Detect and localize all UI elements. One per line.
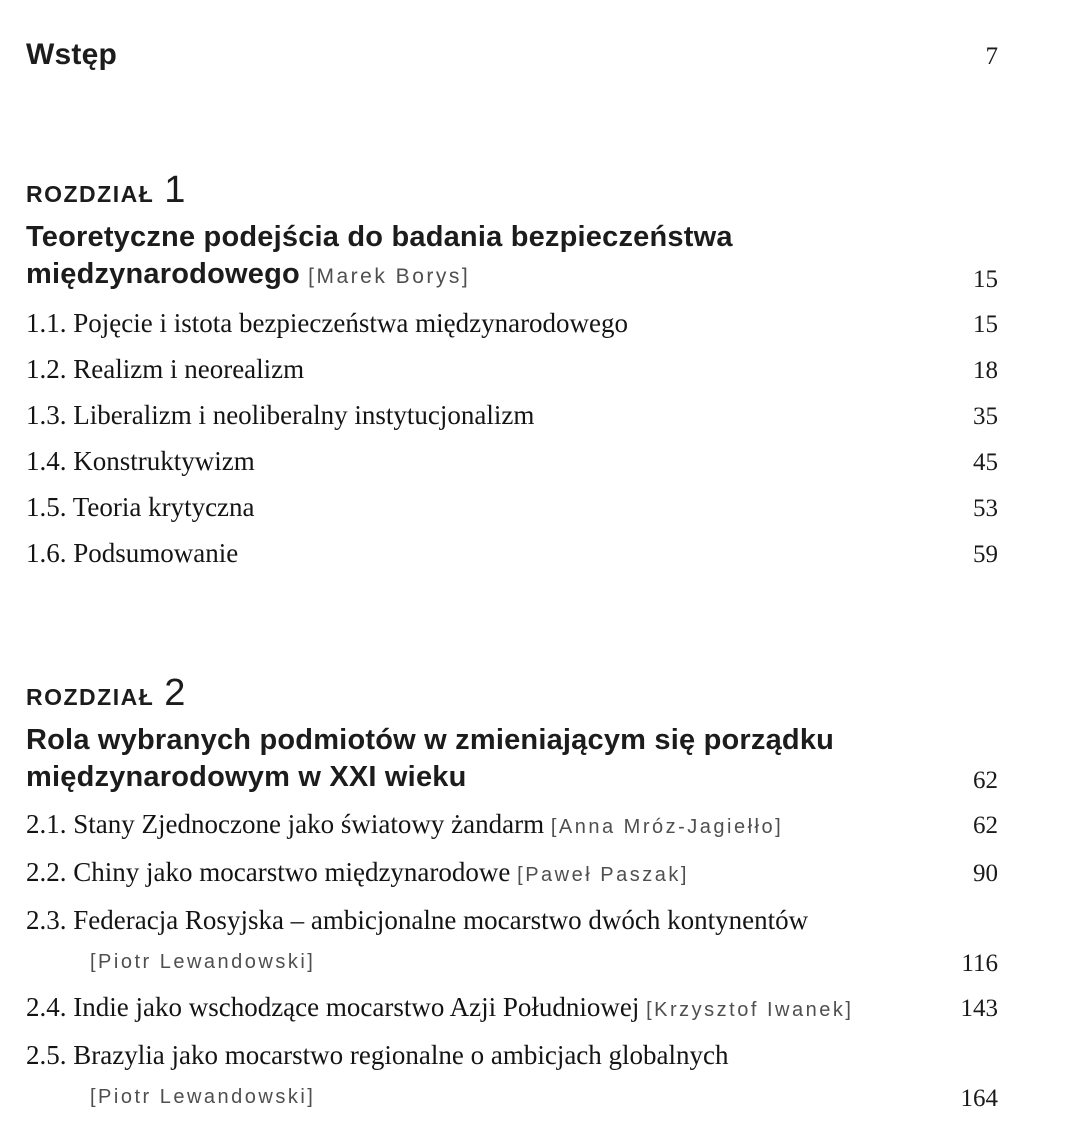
toc-entry: [26, 353, 998, 386]
toc-entry: [26, 856, 998, 892]
entry-title: 1.6. Podsumowanie: [26, 538, 239, 568]
entry-title: 2.5. Brazylia jako mocarstwo regionalne o ambicjach globalnych [Piotr Lewandowski]: [26, 1039, 729, 1114]
chapter-number: 2: [164, 672, 186, 714]
entry-author: [Piotr Lewandowski]: [90, 1086, 316, 1108]
chapter1-title-line1: Teoretyczne podejścia do badania bezpieczeństwa: [26, 221, 733, 253]
chapter1-title-row: [26, 219, 998, 295]
toc-entry: [26, 1039, 998, 1114]
chapter2-title-row: [26, 722, 998, 796]
intro-label: Wstęp: [26, 38, 117, 71]
chapter2-kicker: [26, 674, 998, 712]
chapter1-author: [Marek Borys]: [308, 265, 471, 288]
page-number: 116: [961, 950, 998, 977]
chapter-number: 1: [164, 169, 186, 211]
page-number: 7: [985, 43, 998, 70]
entry-author: [Piotr Lewandowski]: [90, 951, 316, 973]
page-number: 62: [973, 767, 998, 794]
page-number: 45: [973, 449, 998, 476]
page-number: 15: [973, 266, 998, 293]
page-number: 90: [973, 860, 998, 887]
entry-title: 1.1. Pojęcie i istota bezpieczeństwa międzynarodowego: [26, 308, 629, 338]
toc-entry: [26, 537, 998, 570]
toc-entry: [26, 808, 998, 844]
entry-title: 1.3. Liberalizm i neoliberalny instytucjonalizm: [26, 400, 535, 430]
page-number: 53: [973, 495, 998, 522]
page-number: 15: [973, 311, 998, 338]
page-number: 59: [973, 541, 998, 568]
entry-author: [Krzysztof Iwanek]: [646, 999, 854, 1021]
toc-entry: [26, 399, 998, 432]
page-number: 62: [973, 812, 998, 839]
page-number: 164: [960, 1085, 998, 1112]
entry-title: 1.4. Konstruktywizm: [26, 446, 255, 476]
entry-title: 2.1. Stany Zjednoczone jako światowy żandarm [Anna Mróz-Jagiełło]: [26, 809, 784, 839]
chapter1-entries: [26, 307, 998, 570]
entry-author: [Anna Mróz-Jagiełło]: [550, 816, 784, 838]
toc-entry: [26, 904, 998, 979]
chapter1-kicker: [26, 171, 998, 209]
toc-entry: [26, 491, 998, 524]
page-number: 143: [960, 995, 998, 1022]
toc-entry: [26, 307, 998, 340]
chapter1-title: [26, 219, 733, 295]
entry-title: 2.2. Chiny jako mocarstwo międzynarodowe [Paweł Paszak]: [26, 857, 689, 887]
chapter-kicker-label: ROZDZIAŁ: [26, 684, 155, 710]
toc-entry-intro: [26, 36, 998, 74]
chapter2-title-line2: międzynarodowym w XXI wieku: [26, 761, 467, 793]
toc-entry: [26, 445, 998, 478]
chapter2-entries: [26, 808, 998, 1114]
chapter1-title-line2: międzynarodowego [Marek Borys]: [26, 258, 471, 290]
page-number: 18: [973, 357, 998, 384]
entry-title: 1.2. Realizm i neorealizm: [26, 354, 305, 384]
entry-title: 2.4. Indie jako wschodzące mocarstwo Azji Południowej [Krzysztof Iwanek]: [26, 992, 854, 1022]
chapter2-title: [26, 722, 834, 796]
toc-entry: [26, 991, 998, 1027]
entry-author: [Paweł Paszak]: [517, 864, 689, 886]
page-number: 35: [973, 403, 998, 430]
chapter-kicker-label: ROZDZIAŁ: [26, 181, 155, 207]
entry-title: 2.3. Federacja Rosyjska – ambicjonalne mocarstwo dwóch kontynentów [Piotr Lewandowski]: [26, 904, 808, 979]
entry-title: 1.5. Teoria krytyczna: [26, 492, 255, 522]
chapter2-title-line1: Rola wybranych podmiotów w zmieniającym się porządku: [26, 724, 835, 756]
